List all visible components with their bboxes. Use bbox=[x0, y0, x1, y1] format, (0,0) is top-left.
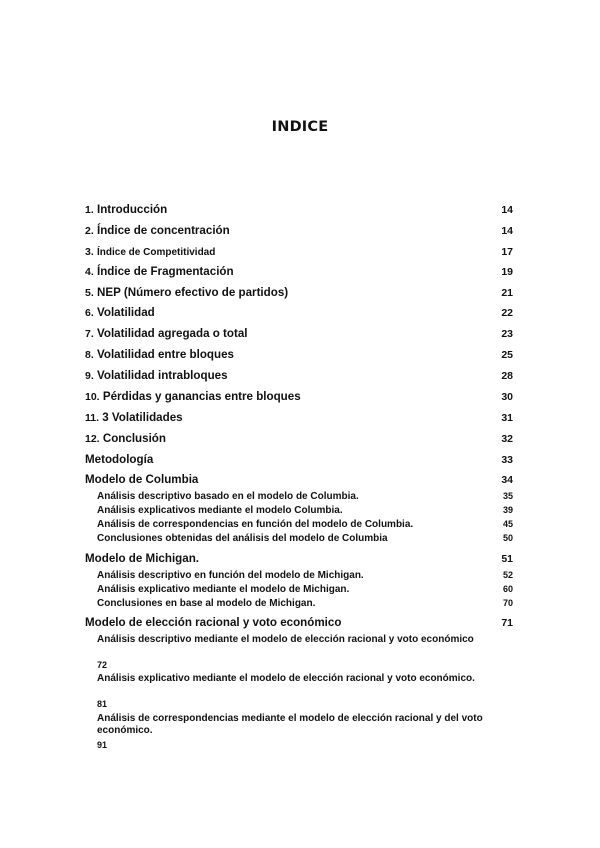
toc-page-number: 45 bbox=[502, 519, 513, 529]
toc-entry-introduccion[interactable] bbox=[85, 203, 513, 216]
toc-entry-perdidas-ganancias[interactable] bbox=[85, 390, 513, 403]
toc-subentry-label[interactable]: Análisis descriptivo mediante el modelo de elección racional y voto económico bbox=[97, 634, 474, 645]
toc-subentry-label: Análisis descriptivo en función del modelo de Michigan. bbox=[97, 570, 364, 581]
toc-entry-modelo-columbia[interactable] bbox=[85, 473, 513, 486]
toc-page-number: 17 bbox=[501, 246, 513, 258]
toc-entry-eleccion-racional[interactable] bbox=[85, 616, 513, 629]
toc-subentry[interactable] bbox=[97, 584, 513, 595]
toc-entry-3-volatilidades[interactable] bbox=[85, 411, 513, 424]
toc-page-number: 30 bbox=[501, 391, 513, 403]
toc-entry-conclusion[interactable] bbox=[85, 432, 513, 445]
toc-page-number: 21 bbox=[501, 287, 513, 299]
toc-subentry-label: Análisis de correspondencias en función del modelo de Columbia. bbox=[97, 519, 414, 530]
toc-page-number: 25 bbox=[501, 349, 513, 361]
toc-subentry[interactable] bbox=[97, 598, 513, 609]
toc-page-number: 31 bbox=[501, 412, 513, 424]
toc-page-number: 39 bbox=[502, 505, 513, 515]
toc-entry-label: 5. NEP (Número efectivo de partidos) bbox=[85, 286, 289, 299]
toc-subentry-label[interactable]: Análisis explicativo mediante el modelo de elección racional y voto económico. bbox=[97, 673, 475, 684]
toc-entry-volatilidad-agregada[interactable] bbox=[85, 327, 513, 340]
toc-subentry-label: Conclusiones en base al modelo de Michigan. bbox=[97, 598, 316, 609]
toc-page-number: 33 bbox=[501, 454, 513, 466]
toc-subentry[interactable] bbox=[97, 491, 513, 502]
toc-subentry-label: Análisis explicativos mediante el modelo Columbia. bbox=[97, 505, 343, 516]
toc-entry-indice-competitividad[interactable] bbox=[85, 245, 513, 258]
toc-subentry-label[interactable]: Análisis de correspondencias mediante el modelo de elección racional y del voto económico. bbox=[97, 713, 483, 736]
toc-page-number: 81 bbox=[97, 699, 108, 709]
toc-page-number: 35 bbox=[502, 491, 513, 501]
toc-entry-nep[interactable] bbox=[85, 286, 513, 299]
toc-entry-label: Modelo de elección racional y voto económico bbox=[85, 616, 342, 629]
toc-subentry-label: Análisis descriptivo basado en el modelo de Columbia. bbox=[97, 491, 359, 502]
toc-subentry-label: Conclusiones obtenidas del análisis del modelo de Columbia bbox=[97, 533, 388, 544]
toc-entry-metodologia[interactable] bbox=[85, 453, 513, 466]
toc-page-number: 32 bbox=[501, 433, 513, 445]
toc-page-number: 34 bbox=[501, 474, 513, 486]
toc-page-number: 22 bbox=[501, 307, 513, 319]
toc-subentry[interactable] bbox=[97, 570, 513, 581]
toc-subentry[interactable] bbox=[97, 505, 513, 516]
toc-page-number: 28 bbox=[501, 370, 513, 382]
toc-entry-label: 1. Introducción bbox=[85, 203, 168, 216]
toc-entry-label: 4. Índice de Fragmentación bbox=[85, 265, 234, 278]
toc-entry-label: 10. Pérdidas y ganancias entre bloques bbox=[85, 390, 301, 403]
toc-entry-label: 9. Volatilidad intrabloques bbox=[85, 369, 228, 382]
toc-entry-volatilidad-intrabloques[interactable] bbox=[85, 369, 513, 382]
toc-page-number: 91 bbox=[97, 740, 108, 750]
toc-entry-label: Modelo de Columbia bbox=[85, 473, 199, 486]
page-title: INDICE bbox=[271, 119, 329, 135]
toc-entry-label: 3. Índice de Competitividad bbox=[85, 246, 216, 258]
toc-subentry-label: Análisis explicativo mediante el modelo de Michigan. bbox=[97, 584, 350, 595]
toc-subentry[interactable] bbox=[97, 519, 513, 530]
toc-entry-label: Metodología bbox=[85, 453, 154, 466]
toc-page-number: 50 bbox=[502, 533, 513, 543]
toc-page-number: 19 bbox=[501, 266, 513, 278]
toc-entry-label: 11. 3 Volatilidades bbox=[85, 411, 183, 424]
toc-entry-volatilidad[interactable] bbox=[85, 306, 513, 319]
toc-page-number: 60 bbox=[502, 584, 513, 594]
toc-entry-indice-fragmentacion[interactable] bbox=[85, 265, 513, 278]
toc-entry-label: 8. Volatilidad entre bloques bbox=[85, 348, 234, 361]
toc-page-number: 23 bbox=[501, 328, 513, 340]
toc-subentry[interactable] bbox=[97, 533, 513, 544]
toc-entry-label: 6. Volatilidad bbox=[85, 306, 155, 319]
toc-page-number: 71 bbox=[501, 617, 513, 629]
toc-page-number: 52 bbox=[502, 570, 513, 580]
toc-entry-label: Modelo de Michigan. bbox=[85, 552, 200, 565]
toc-page-number: 14 bbox=[501, 204, 513, 216]
toc-entry-volatilidad-bloques[interactable] bbox=[85, 348, 513, 361]
toc-page-number: 14 bbox=[501, 225, 513, 237]
toc-page-number: 51 bbox=[501, 553, 513, 565]
toc-entry-label: 12. Conclusión bbox=[85, 432, 166, 445]
toc-page-number: 70 bbox=[502, 598, 513, 608]
toc-entry-label: 2. Índice de concentración bbox=[85, 224, 230, 237]
toc-entry-label: 7. Volatilidad agregada o total bbox=[85, 327, 248, 340]
toc-page-number: 72 bbox=[97, 660, 108, 670]
toc-entry-modelo-michigan[interactable] bbox=[85, 552, 513, 565]
toc-entry-indice-concentracion[interactable] bbox=[85, 224, 513, 237]
